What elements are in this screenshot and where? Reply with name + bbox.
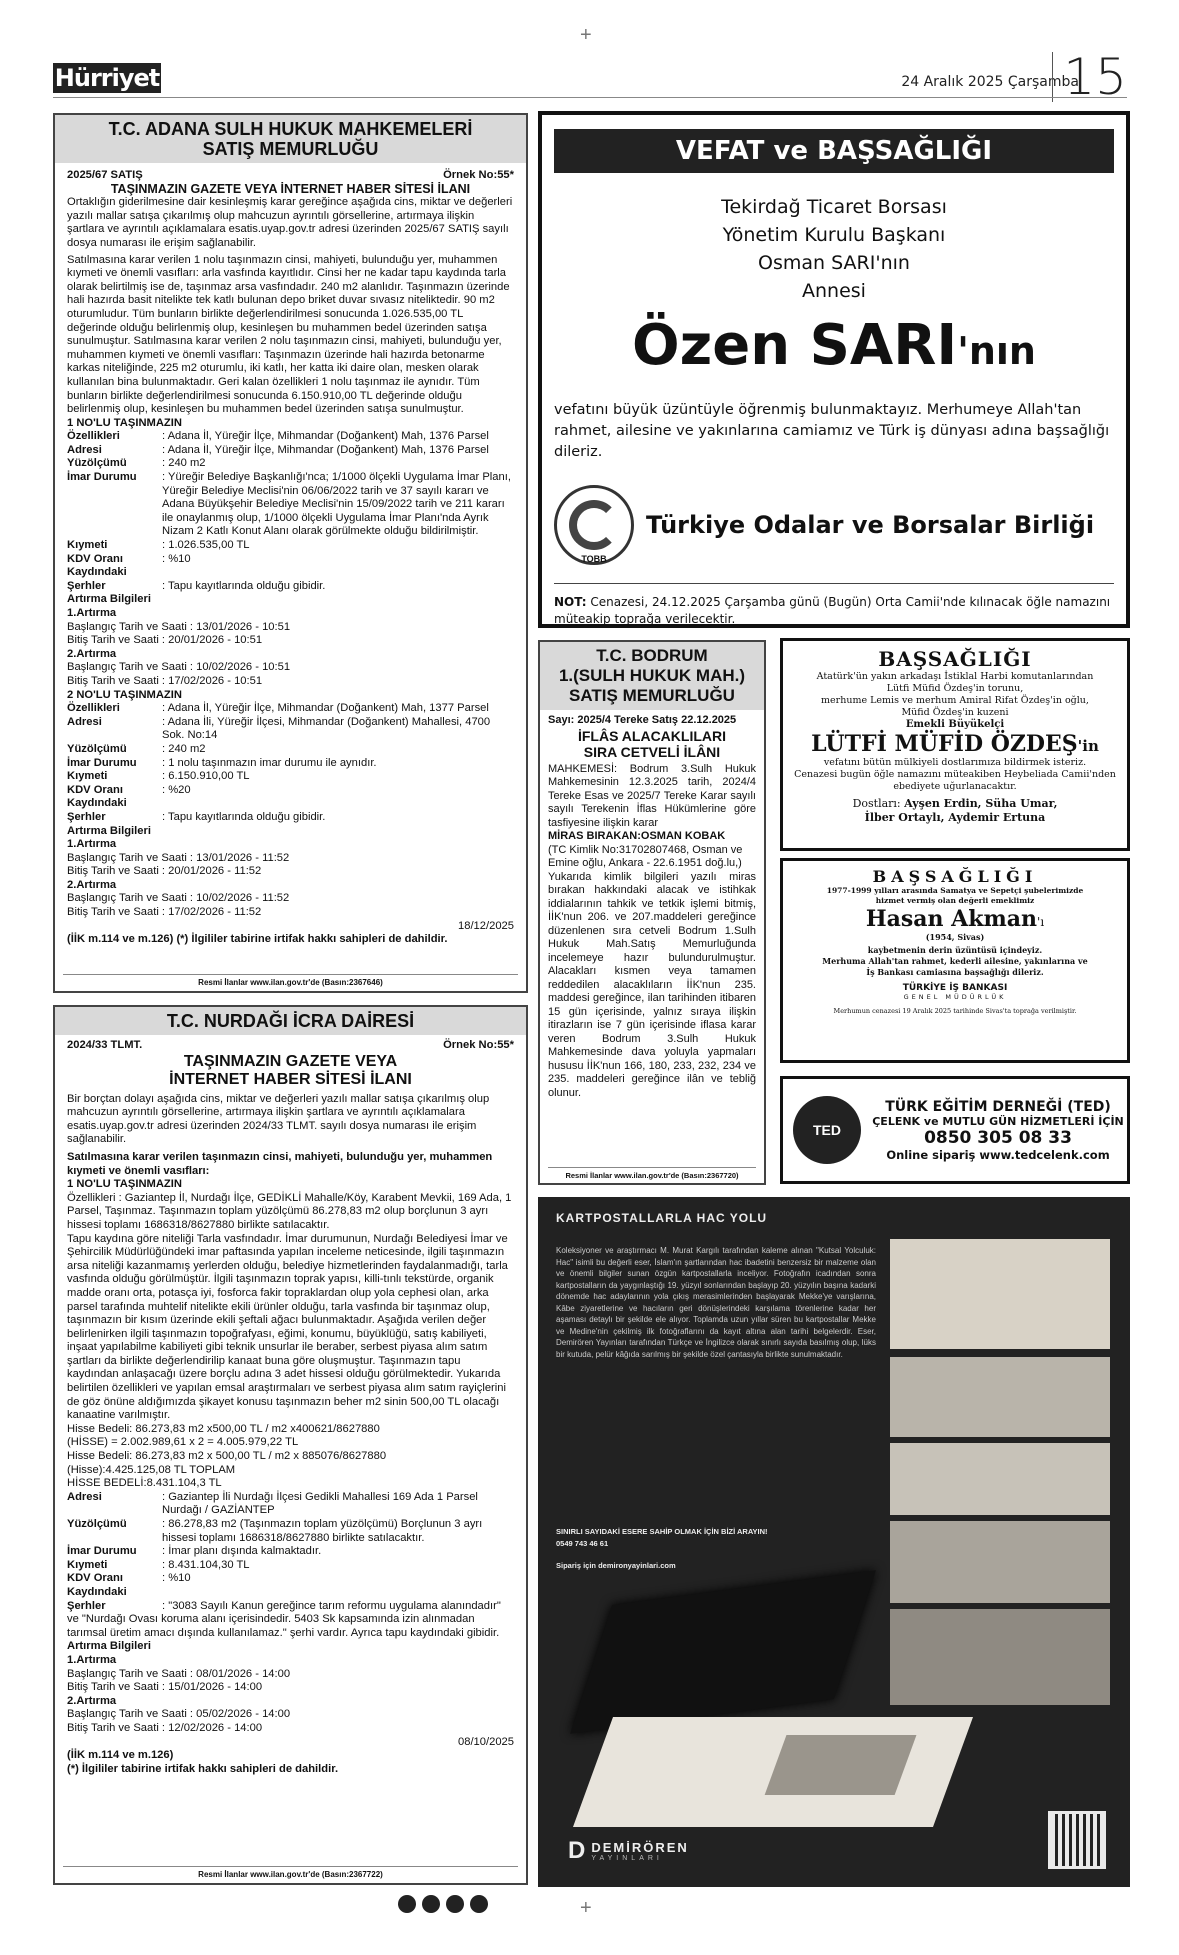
property-key: Kaydındaki bbox=[67, 1585, 127, 1598]
property-row bbox=[67, 444, 514, 458]
page-number: 15 bbox=[1052, 52, 1127, 102]
nurdagi-enforcement-ad bbox=[53, 1005, 528, 1885]
org-name: Türkiye Odalar ve Borsalar Birliği bbox=[646, 511, 1095, 539]
property-value: : 1.026.535,00 TL bbox=[162, 539, 250, 552]
property-row bbox=[67, 1586, 514, 1600]
property-row bbox=[67, 1545, 514, 1559]
book-description: Koleksiyoner ve araştırmacı M. Murat Kargılı tarafından kaleme alınan "Kutsal Yolculuk: Hac" isimli bu değerli eser, İslam'ın şartlarından hac ibadetini benzersiz bir malzeme olan ve önemli bilgiler sunan özgün kartpostallarla inceliyor. Fotoğrafın icadından sonra kartpostalların da yaygınlaştığı 19. yüzyıl sonlarından başlayıp 20. yüzyılın başına kadarki dönemde hac adaylarının yola çıkış merasimlerinden başlayarak Mekke'ye varışlarına, Kâbe ziyaretlerine ve hacıların geri dönüşlerindeki karşılama törenlerine kadar her aşaması detaylı bir şekilde ele alıyor. Toplamda uzun yıllar süren bu kartpostallar Mekke ve Medine'nin çekilmiş ilk fotoğraflarını da kayıt altına alan tarihi belgelerdir. Eser, Demirören Yayınları tarafından Türkçe ve İngilizce olarak sınırlı sayıda basılmış olup, lüks bir kutuda, pelür kâğıda sarılmış bir şekilde özel çantasıyla birlikte sunulmaktadır. bbox=[556, 1246, 876, 1359]
property-row bbox=[67, 457, 514, 471]
property-value: : %10 bbox=[162, 1572, 191, 1585]
property-key: KDV Oranı bbox=[67, 552, 123, 565]
property-key: İmar Durumu bbox=[67, 471, 137, 484]
condolence-message: vefatını büyük üzüntüyle öğrenmiş bulunmaktayız. Merhumeye Allah'tan rahmet, ailesine ve yakınlarına camiamız ve Türk iş dünyası adına başsağlığı dileriz. bbox=[554, 402, 1110, 460]
text-line: Lütfi Müfid Özdeş'in torunu, bbox=[886, 683, 1024, 694]
property-key: Adresi bbox=[67, 1490, 102, 1503]
ad-footer: Resmi İlanlar www.ilan.gov.tr'de (Basın:2367722) bbox=[63, 1866, 518, 1879]
property-row bbox=[67, 1559, 514, 1573]
ad-footer: Resmi İlanlar www.ilan.gov.tr'de (Basın:2367646) bbox=[63, 974, 518, 987]
calc-line: Hisse Bedeli: 86.273,83 m2 x500,00 TL / m2 x400621/8627880 bbox=[67, 1422, 380, 1435]
date-line: 24 Aralık 2025 Çarşamba bbox=[901, 74, 1079, 90]
text-line: Cenazesi bugün öğle namazını müteakiben Heybeliada Camii'nden ebediyete uğurlanacaktır. bbox=[794, 769, 1116, 792]
property-row bbox=[67, 716, 514, 743]
property-value: : 240 m2 bbox=[162, 457, 206, 470]
page-dots bbox=[398, 1895, 494, 1918]
property-row bbox=[67, 1518, 514, 1545]
calc-line: (HİSSE) = 2.002.989,61 x 2 = 4.005.979,22 TL bbox=[67, 1436, 299, 1449]
property-key: Adresi bbox=[67, 715, 102, 728]
postcard-image bbox=[890, 1443, 1110, 1515]
ted-ad: TED TÜRK EĞİTİM DERNEĞİ (TED) ÇELENK ve MUTLU GÜN HİZMETLERİ İÇİN 0850 305 08 33 Online sipariş www.tedcelenk.com bbox=[780, 1076, 1130, 1184]
property-row bbox=[67, 580, 514, 594]
postcard-image bbox=[890, 1357, 1110, 1437]
text-line: Müfid Özdeş'in kuzeni bbox=[901, 707, 1009, 718]
property-value: : 8.431.104,30 TL bbox=[162, 1558, 250, 1571]
book-ad: KARTPOSTALLARLA HAC YOLU Koleksiyoner ve araştırmacı M. Murat Kargılı tarafından kaleme alınan "Kutsal Yolculuk: Hac" isimli bu değerli eser, İslam'ın şartlarından hac ibadetini benzersiz bir malzeme olan ve önemli bilgiler sunan özgün kartpostallarla inceliyor. Fotoğrafın icadından sonra kartpostalların da yaygınlaştığı 19. yüzyıl sonlarından başlayıp 20. yüzyılın başına kadarki dönemde hac adaylarının yola çıkış merasimlerinden başlayarak Mekke'ye varışlarına, Kâbe ziyaretlerine ve hacıların geri dönüşlerindeki karşılama törenlerine kadar her aşaması detaylı bir şekilde ele alıyor. Toplamda uzun yıllar süren bu kartpostallar Mekke ve Medine'nin çekilmiş ilk fotoğraflarını da kayıt altına alan tarihi belgelerdir. Eser, Demirören Yayınları tarafından Türkçe ve İngilizce olarak sınırlı sayıda basılmış olup, lüks bir kutuda, pelür kâğıda sarılmış bir şekilde özel çantasıyla birlikte sunulmaktadır. SINIRLI SAYIDAKİ ESERE SAHİP OLMAK İÇİN BİZİ ARAYIN! 0549 743 46 61 Sipariş için demironyayinlari.com D DEMİRÖREN YAYINLARI bbox=[538, 1197, 1130, 1887]
postcard-image bbox=[890, 1239, 1110, 1349]
property-key: Şerhler bbox=[67, 579, 106, 592]
property-row bbox=[67, 1572, 514, 1586]
condolence-tobb: VEFAT ve BAŞSAĞLIĞI Tekirdağ Ticaret Borsası Yönetim Kurulu Başkanı Osman SARI'nın Annesi Özen SARI'nın vefatını büyük üzüntüyle öğrenmiş bulunmaktayız. Merhumeye Allah'tan rahmet, ailesine ve yakınlarına camiamız ve Türk iş dünyası adına başsağlığı dileriz. TOBB Türkiye Odalar ve Borsalar Birliği NOT: Cenazesi, 24.12.2025 Çarşamba günü (Bugün) Orta Camii'nde kılınacak öğle namazını müteakip toprağa verilecektir. bbox=[538, 111, 1130, 628]
ad-title: T.C. NURDAĞI İCRA DAİRESİ bbox=[55, 1007, 526, 1035]
property-value bbox=[162, 566, 514, 580]
ad-title: T.C. ADANA SULH HUKUK MAHKEMELERİ SATIŞ MEMURLUĞU bbox=[55, 115, 526, 163]
property-row bbox=[67, 797, 514, 811]
property-value: : Adana İl, Yüreğir İlçe, Mihmandar (Doğankent) Mah, 1377 Parsel bbox=[162, 702, 489, 715]
property-row bbox=[67, 539, 514, 553]
condolence-title: VEFAT ve BAŞSAĞLIĞI bbox=[554, 129, 1114, 173]
deceased-name: Özen SARI'nın bbox=[632, 313, 1036, 378]
property-value: : Yüreğir Belediye Başkanlığı'nca; 1/1000 ölçekli Uygulama İmar Planı, Yüreğir Belediye Meclisi'nin 06/06/2022 tarih ve 37 sayılı kararı ve Adana Büyükşehir Belediye Meclisi'nin 15/09/2022 tarih ve 211 kararı ile onaylanmış olup, 1/1000 ölçekli Uygulama İmar Planı'nda Ayrık Nizam 2 Katlı Konut Alanı olarak görülmekte olduğu bildirilmiştir. bbox=[162, 471, 511, 538]
property-value: : İmar planı dışında kalmaktadır. bbox=[162, 1545, 322, 1558]
postcard-image bbox=[890, 1521, 1110, 1603]
property-row bbox=[67, 757, 514, 771]
qr-code[interactable] bbox=[1048, 1811, 1106, 1869]
property-value: : Adana İl, Yüreğir İlçe, Mihmandar (Doğankent) Mah, 1376 Parsel bbox=[162, 430, 489, 443]
bodrum-court-ad: T.C. BODRUM 1.(SULH HUKUK MAH.) SATIŞ MEMURLUĞU Sayı: 2025/4 Tereke Satış 22.12.2025 İFLÂS ALACAKLILARI SIRA CETVELİ İLÂNI MAHKEMESİ: Bodrum 3.Sulh Hukuk Mahkemesinin 12.3.2025 tarih, 2024/4 Tereke Esas ve 2025/7 Tereke Karar sayılı sayılı Terekenin İflas Hükümlerine göre tasfiyesine ilişkin karar MİRAS BIRAKAN:OSMAN KOBAK (TC Kimlik No:31702807468, Osman ve Emine oğlu, Ankara - 22.6.1951 doğ.lu,) Yukarıda kimlik bilgileri yazılı miras bırakan hakkındaki alacak ve istihkak iddialarının tahkik ve tetkik işlemi bitmiş, İİK'nun 206. ve 207.maddeleri gereğince düzenlenen sıra cetveli Bodrum 1.Sulh Hukuk Mah.Satış Memurluğunda incelemeye hazır bulundurulmuştur. Alacakları kısmen veya tamamen reddedilen alacaklıların İİK'nun 235. maddesi gereğince, ilan tarihinden itibaren 15 gün içerisinde, yalnız sıraya ilişkin itirazların ise 7 gün içerisinde iflasa karar veren Bodrum 3.Sulh Hukuk Mahkemesinde dava yoluyla yapmaları hususu İİK'nun 166, 180, 233, 232, 234 ve 235. maddeleri gereğince ilân ve tebliğ olunur. Resmi İlanlar www.ilan.gov.tr'de (Basın:2367720) bbox=[538, 640, 766, 1185]
property-key: Kıymeti bbox=[67, 1558, 108, 1571]
property-key: Yüzölçümü bbox=[67, 457, 127, 470]
property-value: : Tapu kayıtlarında olduğu gibidir. bbox=[162, 810, 326, 823]
property-value: : Gaziantep İli Nurdağı İlçesi Gedikli Mahallesi 169 Ada 1 Parsel Nurdağı / GAZİANTEP bbox=[162, 1490, 478, 1517]
calc-line: (Hisse):4.425.125,08 TL TOPLAM bbox=[67, 1463, 236, 1476]
text-line: merhume Lemis ve merhum Amiral Rifat Özdeş'in oğlu, bbox=[821, 695, 1089, 706]
property-key: Yüzölçümü bbox=[67, 742, 127, 755]
property-key: KDV Oranı bbox=[67, 783, 123, 796]
property-value: : 6.150.910,00 TL bbox=[162, 770, 250, 783]
condolence-ozdes: BAŞSAĞLIĞI Atatürk'ün yakın arkadaşı İstiklal Harbi komutanlarından Lütfi Müfid Özdeş'in torunu, merhume Lemis ve merhum Amiral Rifat Özdeş'in oğlu, Müfid Özdeş'in kuzeni Emekli Büyükelçi LÜTFİ MÜFİD ÖZDEŞ'in vefatını bütün mülkiyeli dostlarımıza bildirmek isteriz. Cenazesi bugün öğle namazını müteakiben Heybeliada Camii'nden ebediyete uğurlanacaktır. Dostları: Ayşen Erdin, Süha Umar, İlber Ortaylı, Aydemir Ertuna bbox=[780, 638, 1130, 851]
text-line: vefatını bütün mülkiyeli dostlarımıza bildirmek isteriz. bbox=[823, 757, 1087, 768]
calc-line: HİSSE BEDELİ:8.431.104,3 TL bbox=[67, 1477, 222, 1490]
condolence-akman: BAŞSAĞLIĞI 1977-1999 yılları arasında Samatya ve Sepetçi şubelerimizde hizmet vermiş olan değerli emeklimiz Hasan Akman'ı (1954, Sivas) kaybetmenin derin üzüntüsü içindeyiz. Merhuma Allah'tan rahmet, kederli ailesine, yakınlarına ve İş Bankası camiasına başsağlığı dileriz. TÜRKİYE İŞ BANKASI GENEL MÜDÜRLÜK Merhumun cenazesi 19 Aralık 2025 tarihinde Sivas'ta toprağa verilmiştir. bbox=[780, 858, 1130, 1063]
property-row bbox=[67, 471, 514, 539]
property-row bbox=[67, 553, 514, 567]
ted-logo: TED bbox=[793, 1096, 861, 1164]
property-key: İmar Durumu bbox=[67, 1545, 137, 1558]
crop-mark-bottom: + bbox=[580, 1897, 592, 1919]
property-key: Özellikleri bbox=[67, 430, 120, 443]
property-row bbox=[67, 811, 514, 825]
isbank-logo: TÜRKİYE İŞ BANKASI bbox=[902, 983, 1008, 993]
property-key: Şerhler bbox=[67, 1599, 106, 1612]
property-key: Şerhler bbox=[67, 810, 106, 823]
property-value: : Adana İl, Yüreğir İlçe, Mihmandar (Doğankent) Mah, 1376 Parsel bbox=[162, 443, 489, 456]
publisher-logo: D DEMİRÖREN YAYINLARI bbox=[568, 1837, 689, 1864]
newspaper-logo: Hürriyet bbox=[54, 64, 160, 92]
property-row bbox=[67, 784, 514, 798]
ad-body: 2024/33 TLMT. Örnek No:55* TAŞINMAZIN GAZETE VEYA İNTERNET HABER SİTESİ İLANI Bir borçtan dolayı aşağıda cins, miktar ve değerleri yazılı mallar satışa çıkarılmış olup mahcuzun ayrıntılı görsellerine, artırmaya ilişkin şartlara ve ayrıntılı açıklamalara esatis.uyap.gov.tr adresi üzerinden 2024/33 TLMT. sayılı dosya numarası ile erişim sağlanabilir. Satılmasına karar verilen taşınmazın cinsi, mahiyeti, bulunduğu yer, muhammen kıymeti ve önemli vasıfları: 1 NO'LU TAŞINMAZIN Özellikleri : Gaziantep İl, Nurdağı İlçe, GEDİKLİ Mahalle/Köy, Karabent Mevkii, 169 Ada, 1 Parsel, Taşınmaz. Taşınmazın toplam yüzölçümü 86.278,83 m2 olup borçlunun 3 ayrı hissesi toplamı 1686318/8627880 birlikte satılacaktır. Tapu kaydına göre niteliği Tarla vasfındadır. İmar durumunun, Nurdağı Belediyesi İmar ve Şehircilik Müdürlüğündeki imar paftasında yapılan inceleme neticesinde, ilgili taşınmazın arsa niteliği kazanmamış yerlerden olduğu, belediye hizmetlerinden faydalanmadığı, tarla vasfında olduğu görülmüştür. İlgili taşınmazın toprak yapısı, killi-tınlı tekstürde, organik madde oranı orta, potasça iyi, fosforca fakir topraklardan olup yola cephesi olan, arka parsel tarafında muhtelif nitelikte ekili ürünler olduğu, tarla vasfında bir taşınmaz olup, taşınmazın bir kısım üzerinde ekili şeftali ağacı bulunmaktadır. Aşağıda verilen değer belirlenirken ilgili taşınmazın topoğrafyası, eğimi, konumu, büyüklüğü, satış kabiliyeti, inşaat yapılabilme kabiliyeti gibi teknik unsurlar ile beraber, serbest piyasa alım satım şartları da birlikte değerlendirilip kanaat buna göre oluşmuştur. Taşınmazın tapu kaydından anlaşacağı üzere borçlu adına 3 adet hissesi olduğu görülmektedir. Yukarıda belirtilen özellikleri ve yapılan emsal araştırmaları ve serbest piyasa alım satım rayiçlerini de göz önüne aldığımızda şikayet konusu taşınmazın beher m2 sinin 500,00 TL olacağı kanaatine varılmıştır. Hisse Bedeli: 86.273,83 m2 x500,00 TL / m2 x400621/8627880 (HİSSE) = 2.002.989,61 x 2 = 4.005.979,22 TL Hisse Bedeli: 86.273,83 m2 x 500,00 TL / m2 x 885076/8627880 (Hisse):4.425.125,08 TL TOPLAM HİSSE BEDELİ:8.431.104,3 TL Adresi : Gaziantep İli Nurdağı İlçesi Gedikli Mahallesi 169 Ada 1 Parsel Nurdağı / GAZİANTEP Yüzölçümü : 86.278,83 m2 (Taşınmazın toplam yüzölçümü) Borçlunun 3 ayrı hissesi toplamı 1686318/8627880 birlikte satılacaktır. İmar Durumu : İmar planı dışında kalmaktadır. Kıymeti : 8.431.104,30 TL KDV Oranı : %10 Kaydındaki Şerhler : "3083 Sayılı Kanun gereğince tarım reformu uygulama alanındadır" ve "Nurdağı Ovası koruma alanı içerisindedir. 5403 Sk kapsamında izin alınmadan tarımsal üretim amacı dışında kullanılamaz." şerhi vardır. Ayrıca tapu kaydındaki gibidir. Artırma Bilgileri 1.Artırma Başlangıç Tarih ve Saati : 08/01/2026 - 14:00 Bitiş Tarih ve Saati : 15/01/2026 - 14:00 2.Artırma Başlangıç Tarih ve Saati : 05/02/2026 - 14:00 Bitiş Tarih ve Saati : 12/02/2026 - 14:00 08/10/2025 (İİK m.114 ve m.126) (*) İlgililer tabirine irtifak hakkı sahipleri de dahildir. bbox=[67, 1039, 514, 1775]
property-value: : Tapu kayıtlarında olduğu gibidir. bbox=[162, 579, 326, 592]
property-row bbox=[67, 702, 514, 716]
property-value: : "3083 Sayılı Kanun gereğince tarım reformu uygulama alanındadır" bbox=[162, 1599, 501, 1612]
property-key: KDV Oranı bbox=[67, 1572, 123, 1585]
ad-footer: Resmi İlanlar www.ilan.gov.tr'de (Basın:2367720) bbox=[548, 1167, 756, 1180]
ad-body: 2025/67 SATIŞ Örnek No:55* TAŞINMAZIN GAZETE VEYA İNTERNET HABER SİTESİ İLANI Ortaklığın giderilmesine dair kesinleşmiş karar gereğince aşağıda cins, miktar ve değerleri yazılı mallar satışa çıkarılmış olup mahcuzun ayrıntılı görsellerine, artırmaya ilişkin şartlara ve ayrıntılı açıklamalara esatis.uyap.gov.tr adresi üzerinden 2025/67 SATIŞ sayılı dosya numarası ile erişim sağlanabilir. Satılmasına karar verilen 1 nolu taşınmazın cinsi, mahiyeti, bulunduğu yer, muhammen kıymeti ve önemli vasıfları: arla vasfında kayıtlıdır. Cinsi her ne kadar tapu kaydında tarla olarak belirtilmiş ise de, taşınmaz arsa vasfındadır. 240 m2 alanlıdır. Taşınmazın üzerinde hali hazırda basit nitelikte tek katlı bulunan depo briket duvar sıvasız niteliktedir. 90 m2 oturumludur. Tüm bunların birlikte değerlendirilmesi sonucunda 1.026.535,00 TL değerinde olduğu belirlenmiş olup, kesinleşen bu muhammen bedel üzerinden satışa sunulmuştur. Satılmasına karar verilen 2 nolu taşınmazın cinsi, mahiyeti, bulunduğu yer, muhammen kıymeti ve önemli vasıfları: Taşınmazın üzerinde hali hazırda betonarme karkas niteliğinde, 225 m2 oturumlu, iki katlı, her katta iki daire olan, mesken olarak kullanılan bina bulunmaktadır. Geri kalan özellikleri 1 nolu taşınmaz ile aynıdır. Tüm bunların birlikte değerlendirilmesi sonucunda 6.150.910,00 TL değerinde olduğu belirlenmiş olup, kesinleşen bu muhammen bedel üzerinden satışa sunulmuştur. 1 NO'LU TAŞINMAZIN Özellikleri : Adana İl, Yüreğir İlçe, Mihmandar (Doğankent) Mah, 1376 Parsel Adresi : Adana İl, Yüreğir İlçe, Mihmandar (Doğankent) Mah, 1376 Parsel Yüzölçümü : 240 m2 İmar Durumu : Yüreğir Belediye Başkanlığı'nca; 1/1000 ölçekli Uygulama İmar Planı, Yüreğir Belediye Meclisi'nin 06/06/2022 tarih ve 37 sayılı kararı ve Adana Büyükşehir Belediye Meclisi'nin 15/09/2022 tarih ve 211 kararı ile onaylanmış olup, 1/1000 ölçekli Uygulama İmar Planı'nda Ayrık Nizam 2 Katlı Konut Alanı olarak görülmekte olduğu bildirilmiştir. Kıymeti : 1.026.535,00 TL KDV Oranı : %10 Kaydındaki Şerhler : Tapu kayıtlarında olduğu gibidir. Artırma Bilgileri 1.Artırma Başlangıç Tarih ve Saati : 13/01/2026 - 10:51 Bitiş Tarih ve Saati : 20/01/2026 - 10:51 2.Artırma Başlangıç Tarih ve Saati : 10/02/2026 - 10:51 Bitiş Tarih ve Saati : 17/02/2026 - 10:51 2 NO'LU TAŞINMAZIN Özellikleri : Adana İl, Yüreğir İlçe, Mihmandar (Doğankent) Mah, 1377 Parsel Adresi : Adana İli, Yüreğir İlçesi, Mihmandar (Doğankent) Mahallesi, 4700 Sok. No:14 Yüzölçümü : 240 m2 İmar Durumu : 1 nolu taşınmazın imar durumu ile aynıdır. Kıymeti : 6.150.910,00 TL KDV Oranı : %20 Kaydındaki Şerhler : Tapu kayıtlarında olduğu gibidir. Artırma Bilgileri 1.Artırma Başlangıç Tarih ve Saati : 13/01/2026 - 11:52 Bitiş Tarih ve Saati : 20/01/2026 - 11:52 2.Artırma Başlangıç Tarih ve Saati : 10/02/2026 - 11:52 Bitiş Tarih ve Saati : 17/02/2026 - 11:52 18/12/2025 (İİK m.114 ve m.126) (*) İlgililer tabirine irtifak hakkı sahipleri de dahildir. bbox=[67, 169, 514, 946]
header-rule bbox=[53, 97, 1127, 98]
tobb-logo: TOBB bbox=[554, 485, 634, 565]
property-row bbox=[67, 1600, 514, 1614]
property-value: : %10 bbox=[162, 552, 191, 565]
property-row bbox=[67, 1491, 514, 1518]
postcard-image bbox=[890, 1609, 1110, 1705]
property-key: İmar Durumu bbox=[67, 756, 137, 769]
property-row bbox=[67, 566, 514, 580]
property-key: Özellikleri bbox=[67, 702, 120, 715]
property-key: Kaydındaki bbox=[67, 566, 127, 579]
property-value: : 1 nolu taşınmazın imar durumu ile aynıdır. bbox=[162, 756, 377, 769]
property-key: Adresi bbox=[67, 443, 102, 456]
property-value: : 240 m2 bbox=[162, 742, 206, 755]
property-key: Kaydındaki bbox=[67, 797, 127, 810]
property-value bbox=[162, 797, 514, 811]
crop-mark-top: + bbox=[580, 24, 592, 46]
funeral-note: NOT: Cenazesi, 24.12.2025 Çarşamba günü (Bugün) Orta Camii'nde kılınacak öğle namazını müteakip toprağa verilecektir. bbox=[554, 583, 1114, 628]
property-key: Yüzölçümü bbox=[67, 1518, 127, 1530]
text-line: Atatürk'ün yakın arkadaşı İstiklal Harbi komutanlarından bbox=[816, 671, 1094, 682]
property-value: : Adana İli, Yüreğir İlçesi, Mihmandar (Doğankent) Mahallesi, 4700 Sok. No:14 bbox=[162, 715, 491, 742]
calc-line: Hisse Bedeli: 86.273,83 m2 x 500,00 TL / m2 x 885076/8627880 bbox=[67, 1450, 387, 1463]
property-row bbox=[67, 770, 514, 784]
property-value: : %20 bbox=[162, 783, 191, 796]
adana-court-ad bbox=[53, 113, 528, 993]
book-open-image bbox=[573, 1717, 973, 1827]
property-value: : 86.278,83 m2 (Taşınmazın toplam yüzölçümü) Borçlunun 3 ayrı hissesi toplamı 1686318/8627880 birlikte satılacaktır. bbox=[162, 1518, 483, 1544]
property-key: Kıymeti bbox=[67, 539, 108, 552]
book-box-image bbox=[570, 1570, 876, 1734]
property-key: Kıymeti bbox=[67, 770, 108, 783]
property-row bbox=[67, 743, 514, 757]
property-row bbox=[67, 430, 514, 444]
property-value bbox=[162, 1586, 514, 1600]
